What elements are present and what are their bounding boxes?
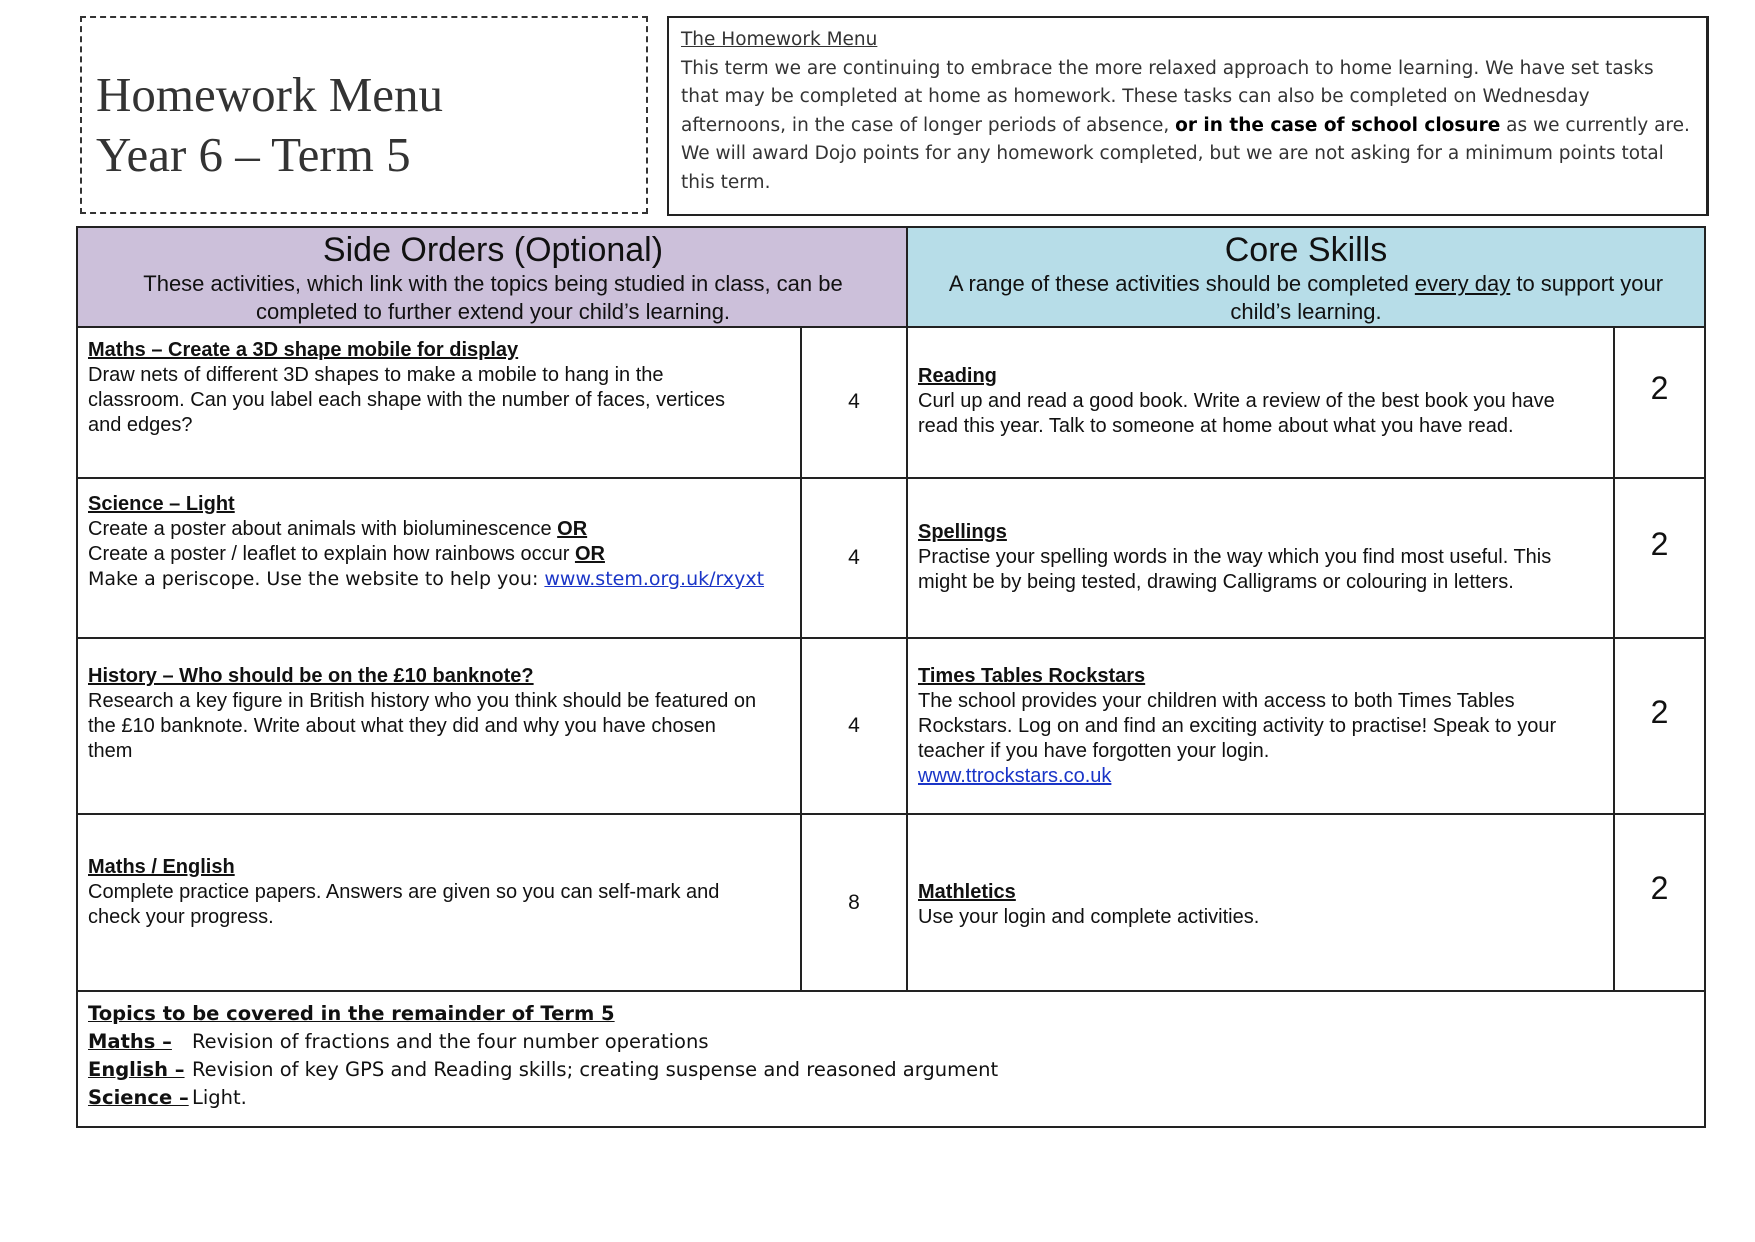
- topic-label: Science –: [88, 1086, 189, 1109]
- ttrockstars-link[interactable]: www.ttrockstars.co.uk: [918, 765, 1112, 787]
- every-day-emphasis: every day: [1414, 271, 1511, 296]
- topics-section: [78, 992, 1704, 1126]
- divider: [78, 326, 1704, 328]
- side-orders-desc: completed to further extend your child’s learning.: [255, 299, 731, 324]
- core-activity: Times Tables Rockstars The school provides your children with access to both Times Tables Rockstars. Log on and find an exciting activity to practise! Speak to your teacher if you have forgotten your login. www.ttrockstars.co.uk: [908, 664, 1613, 789]
- core-skills-header: [908, 228, 1704, 327]
- activity-title: History – Who should be on the £10 banknote?: [88, 665, 534, 687]
- points-value: 2: [1650, 694, 1669, 730]
- stem-link[interactable]: www.stem.org.uk/rxyxt: [544, 568, 765, 590]
- divider: [906, 228, 908, 992]
- side-activity: Science – Light Create a poster about animals with bioluminescence OR Create a poster / leaflet to explain how rainbows occur OR Make a periscope. Use the website to help you: www.stem.org.uk/rxyxt: [78, 492, 800, 592]
- intro-heading: The Homework Menu: [681, 29, 878, 50]
- topic-label: English –: [88, 1058, 185, 1081]
- activity-title: Science – Light: [88, 493, 235, 515]
- side-activity: Maths / English Complete practice papers. Answers are given so you can self-mark and check your progress.: [78, 855, 800, 930]
- activity-title: Reading: [918, 365, 997, 387]
- topic-label: Maths –: [88, 1030, 172, 1053]
- points-value: 4: [848, 546, 860, 569]
- topic-row: [88, 1028, 1694, 1056]
- intro-line: this term.: [681, 171, 771, 193]
- page-title: Homework Menu: [96, 67, 444, 122]
- divider: [78, 477, 1704, 479]
- topic-row: [88, 1056, 1694, 1084]
- side-orders-desc: These activities, which link with the topics being studied in class, can be: [143, 271, 843, 296]
- intro-emphasis: or in the case of school closure: [1175, 114, 1501, 136]
- intro-line: afternoons, in the case of longer periods of absence, or in the case of school closure as we currently are.: [681, 114, 1690, 136]
- activity-title: Mathletics: [918, 881, 1016, 903]
- topic-text: Revision of fractions and the four number operations: [192, 1030, 709, 1053]
- homework-table: [76, 226, 1706, 1128]
- topics-heading: Topics to be covered in the remainder of Term 5: [88, 1002, 615, 1025]
- intro-box: [667, 16, 1709, 216]
- divider: [78, 813, 1704, 815]
- page-subtitle: Year 6 – Term 5: [96, 127, 411, 182]
- points-value: 2: [1650, 526, 1669, 562]
- intro-line: This term we are continuing to embrace the more relaxed approach to home learning. We have set tasks: [681, 57, 1654, 79]
- title-box: [80, 16, 648, 214]
- points-value: 2: [1650, 870, 1669, 906]
- side-activity: Maths – Create a 3D shape mobile for display Draw nets of different 3D shapes to make a mobile to hang in the classroom. Can you label each shape with the number of faces, vertices and edges?: [78, 338, 800, 438]
- points-value: 4: [848, 714, 860, 737]
- core-activity: Mathletics Use your login and complete activities.: [908, 880, 1613, 930]
- divider: [78, 637, 1704, 639]
- core-activity: Spellings Practise your spelling words in the way which you find most useful. This might be by being tested, drawing Calligrams or colouring in letters.: [908, 520, 1613, 595]
- activity-title: Maths – Create a 3D shape mobile for display: [88, 339, 519, 361]
- side-activity: History – Who should be on the £10 banknote? Research a key figure in British history who you think should be featured on the £10 banknote. Write about what they did and why you have chosen them: [78, 664, 800, 764]
- core-skills-desc: A range of these activities should be completed every day to support your: [948, 271, 1664, 296]
- core-activity: Reading Curl up and read a good book. Write a review of the best book you have read this year. Talk to someone at home about what you have read.: [908, 364, 1613, 439]
- activity-title: Spellings: [918, 521, 1007, 543]
- points-value: 4: [848, 390, 860, 413]
- core-skills-desc: child’s learning.: [1230, 299, 1382, 324]
- core-skills-title: Core Skills: [1224, 231, 1388, 269]
- topic-text: Revision of key GPS and Reading skills; creating suspense and reasoned argument: [192, 1058, 999, 1081]
- points-value: 2: [1650, 370, 1669, 406]
- intro-line: We will award Dojo points for any homework completed, but we are not asking for a minimum points total: [681, 143, 1664, 164]
- activity-title: Maths / English: [88, 856, 235, 878]
- side-orders-header: [78, 228, 908, 327]
- topic-row: [88, 1084, 1694, 1112]
- intro-line: that may be completed at home as homework. These tasks can also be completed on Wednesday: [681, 86, 1590, 107]
- activity-title: Times Tables Rockstars: [918, 665, 1146, 687]
- side-orders-title: Side Orders (Optional): [322, 231, 664, 269]
- points-value: 8: [848, 891, 860, 914]
- topic-text: Light.: [192, 1086, 247, 1109]
